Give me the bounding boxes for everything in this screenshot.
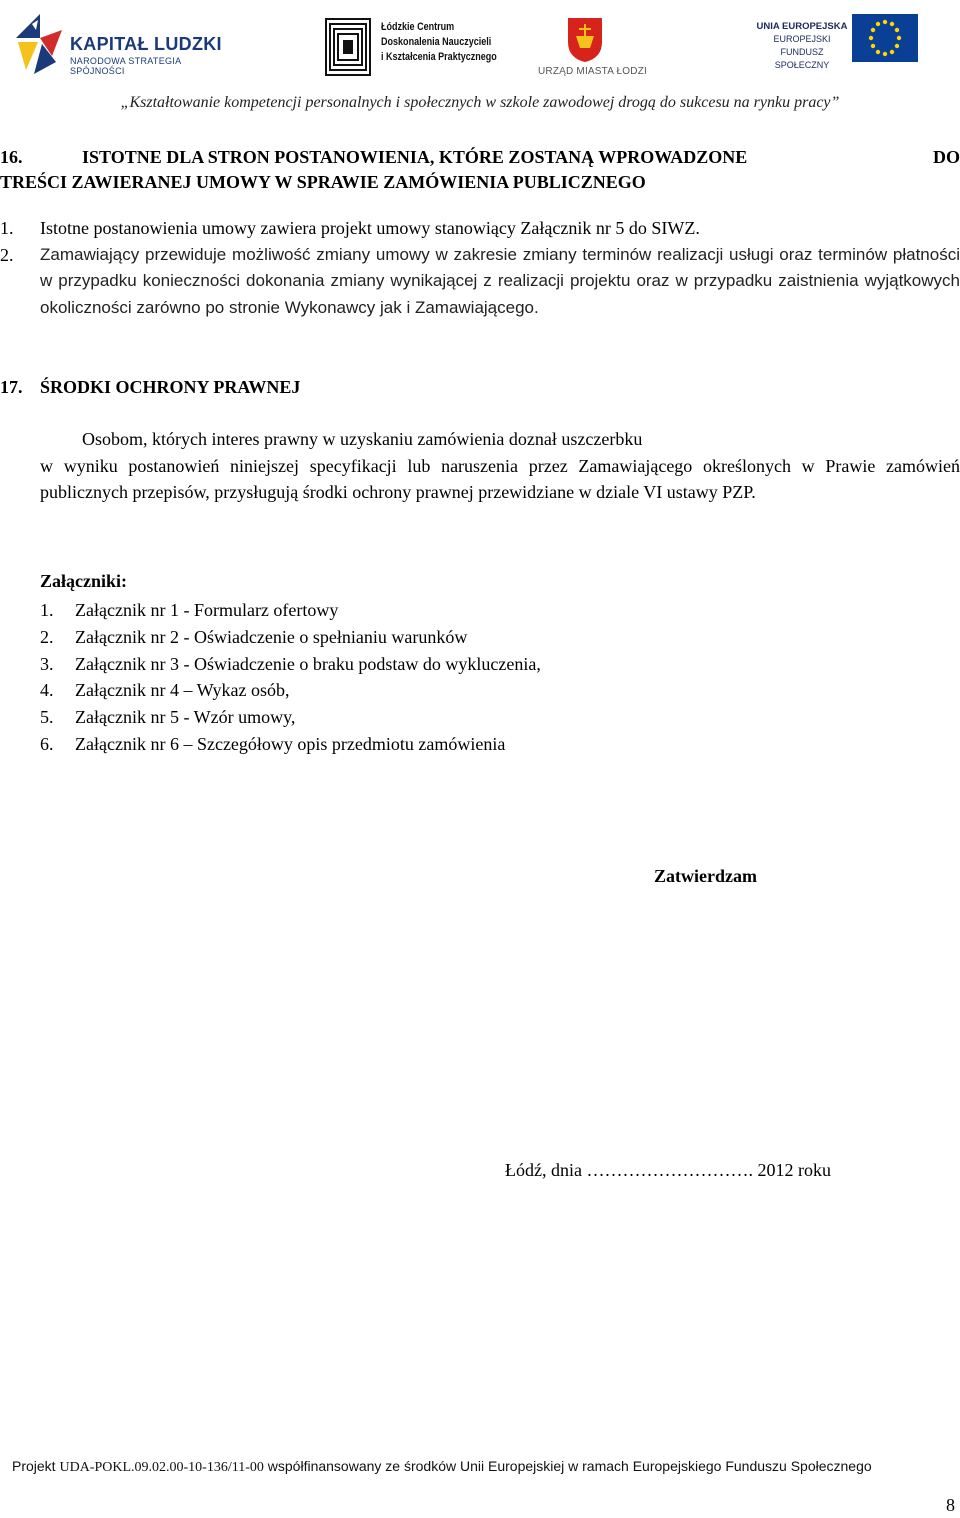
attachment-item: 2. Załącznik nr 2 - Oświadczenie o spełnianiu warunków <box>40 626 468 647</box>
list-item: 1. Istotne postanowienia umowy zawiera projekt umowy stanowiący Załącznik nr 5 do SIWZ. <box>0 218 700 238</box>
eu-fund-text: UNIA EUROPEJSKA EUROPEJSKI FUNDUSZ SPOŁECZNY <box>756 21 848 70</box>
section-16-heading <box>0 145 960 195</box>
section-17-number: 17. <box>0 377 23 397</box>
attachment-item: 6. Załącznik nr 6 – Szczegółowy opis przedmiotu zamówienia <box>40 733 506 754</box>
paragraph-rest: w wyniku postanowień niniejszej specyfikacji lub naruszenia przez Zamawiającego określonych w Prawie zamówień publicznych przepisów, przysługują środki ochrony prawnej przewidziane w dziale VI ustawy PZP. <box>40 455 960 502</box>
attachment-item: 3. Załącznik nr 3 - Oświadczenie o braku podstaw do wykluczenia, <box>40 653 541 674</box>
approval-label: Zatwierdzam <box>654 866 757 886</box>
attachment-item: 1. Załącznik nr 1 - Formularz ofertowy <box>40 600 339 620</box>
section-16-title-line2: TREŚCI ZAWIERANEJ UMOWY W SPRAWIE ZAMÓWIENIA PUBLICZNEGO <box>0 172 646 192</box>
section-17-title: ŚRODKI OCHRONY PRAWNEJ <box>40 377 301 397</box>
place-date-line: Łódź, dnia ………………………. 2012 roku <box>505 1160 831 1180</box>
footer-project-code: UDA-POKL.09.02.00-10-136/11-00 <box>59 1460 264 1475</box>
ldzcdnikp-square-emblem <box>325 18 371 76</box>
footer-funding-text: współfinansowany ze środków Unii Europejskiej w ramach Europejskiego Funduszu Społecznego <box>267 1458 872 1474</box>
lodz-coat-of-arms-icon <box>530 14 640 64</box>
section-16-list <box>0 215 960 321</box>
footer-prefix: Projekt <box>12 1458 56 1474</box>
kapital-ludzki-logo <box>12 8 222 80</box>
attachments-title: Załączniki: <box>40 571 128 591</box>
eu-flag-icon <box>852 14 918 62</box>
kapital-ludzki-title: KAPITAŁ LUDZKI <box>70 34 222 54</box>
unia-europejska-logo <box>752 14 922 70</box>
page-number: 8 <box>946 1495 955 1515</box>
project-motto: „Kształtowanie kompetencji personalnych i społecznych w szkole zawodowej drogą do sukcesu na rynku pracy” <box>120 94 840 111</box>
urzad-miasta-lodzi-logo <box>530 14 647 82</box>
section-17-paragraph <box>40 426 960 506</box>
kapital-ludzki-emblem <box>12 8 68 80</box>
attachment-item: 4. Załącznik nr 4 – Wykaz osób, <box>40 680 290 701</box>
section-17-heading <box>0 377 300 398</box>
attachment-item: 5. Załącznik nr 5 - Wzór umowy, <box>40 707 296 728</box>
attachments-list <box>40 597 541 758</box>
section-16-number: 16. <box>0 147 23 167</box>
paragraph-first-line: Osobom, których interes prawny w uzyskaniu zamówienia doznał uszczerbku <box>82 429 643 449</box>
ldzcdnikp-logo <box>325 18 497 80</box>
page-footer <box>12 1457 932 1477</box>
list-item: 2. Zamawiający przewiduje możliwość zmiany umowy w zakresie zmiany terminów realizacji usługi oraz terminów płatności w przypadku konieczności dokonania zmiany wynikającej z realizacji projektu oraz w przypadku zaistnienia wyjątkowych okoliczności zarówno po stronie Wykonawcy jak i Zamawiającego. <box>0 244 960 317</box>
section-16-title-do: DO <box>933 147 960 167</box>
section-16-title-line1: ISTOTNE DLA STRON POSTANOWIENIA, KTÓRE ZOSTANĄ WPROWADZONE <box>82 147 748 167</box>
urzad-miasta-lodzi-label: URZĄD MIASTA ŁODZI <box>538 66 647 77</box>
ldzcdnikp-name: Łódzkie Centrum Doskonalenia Nauczycieli i Kształcenia Praktycznego <box>381 21 497 63</box>
kapital-ludzki-subtitle: NARODOWA STRATEGIA SPÓJNOŚCI <box>70 56 181 76</box>
